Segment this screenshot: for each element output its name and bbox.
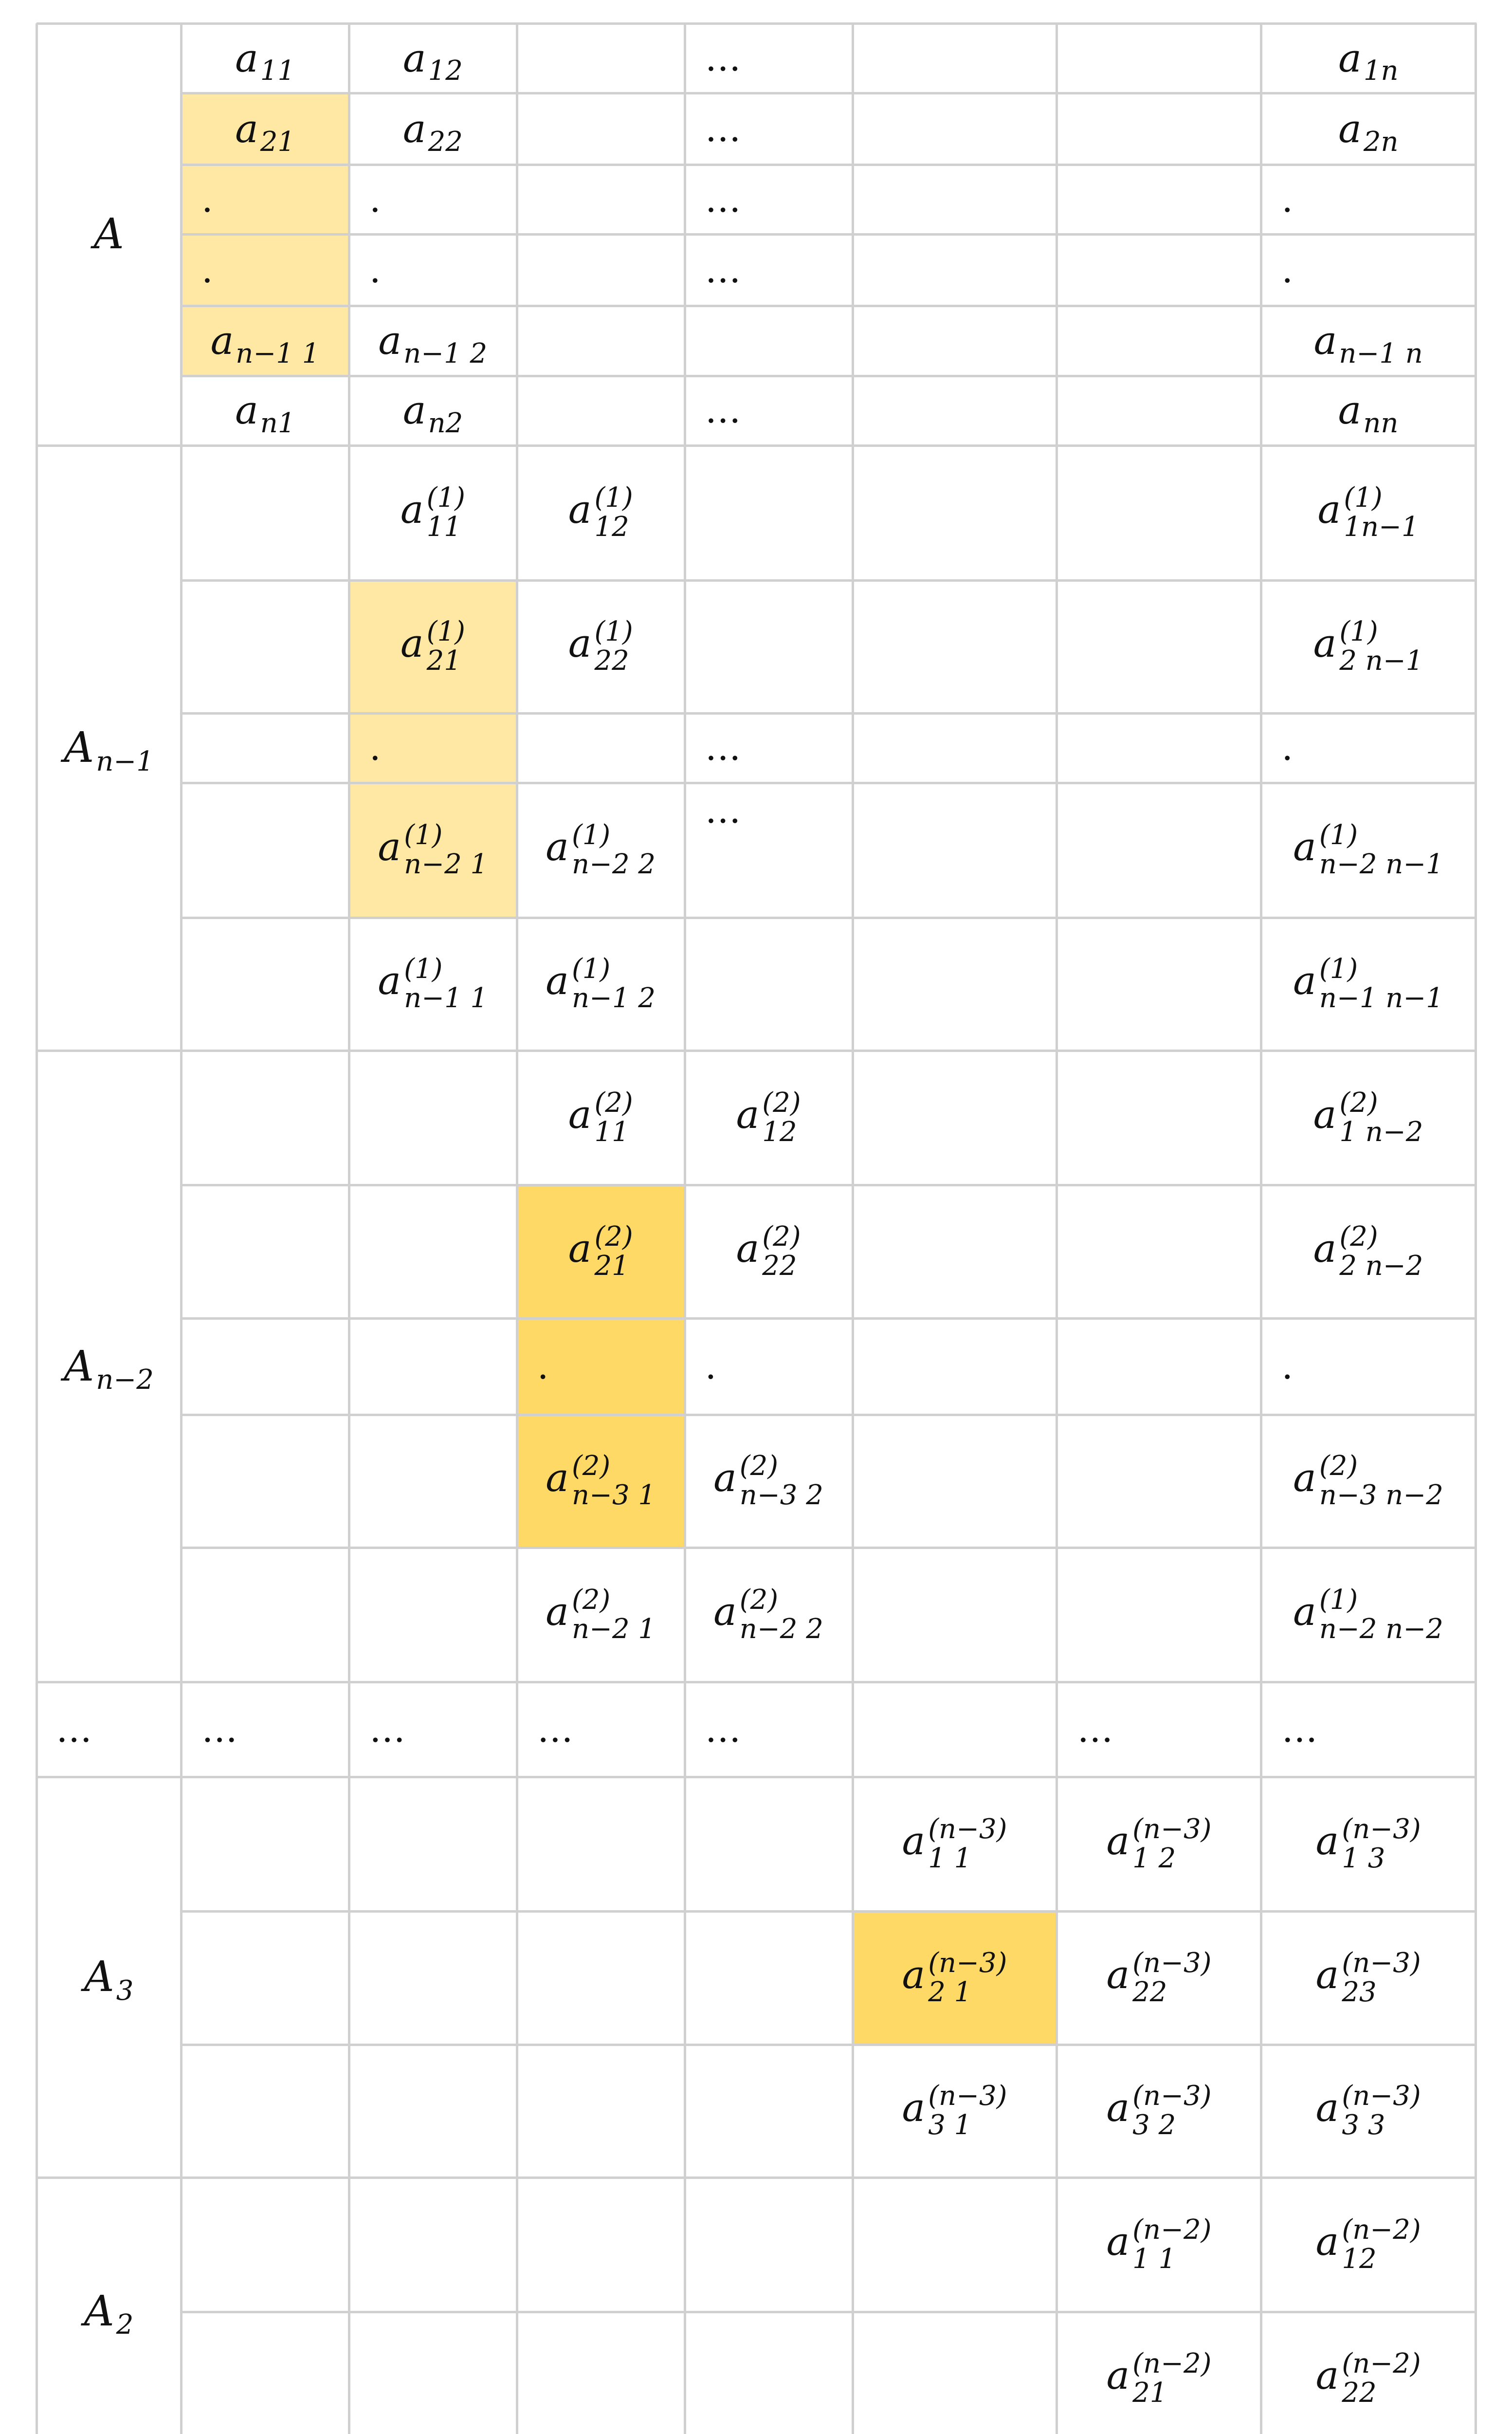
matrix-element: a (n−3) 23 [1315, 1947, 1421, 2008]
matrix-element: an2 [402, 387, 463, 440]
matrix-element: a (2) n−2 2 [713, 1584, 823, 1645]
row-divider [181, 1184, 1476, 1186]
matrix-element: a (1) 21 [400, 616, 465, 677]
dot: . [1281, 1345, 1293, 1387]
row-label: A3 [84, 1953, 134, 2007]
ellipsis: … [369, 1708, 408, 1751]
matrix-element: a2n [1338, 106, 1399, 158]
row-divider [181, 92, 1476, 94]
dot: . [201, 249, 213, 291]
matrix-element: a (1) 2 n−1 [1313, 616, 1423, 677]
matrix-element: a (n−3) 2 1 [902, 1947, 1007, 2008]
column-divider [516, 23, 518, 2434]
ellipsis: … [201, 1708, 241, 1751]
row-divider [181, 1317, 1476, 1320]
column-divider [180, 23, 182, 2434]
column-divider [36, 23, 38, 2434]
matrix-element: a (2) n−3 1 [546, 1450, 656, 1512]
column-divider [1475, 23, 1477, 2434]
row-divider [181, 917, 1476, 919]
column-divider [852, 23, 854, 2434]
dot: . [369, 249, 381, 291]
matrix-element: a (n−2) 12 [1315, 2213, 1421, 2275]
row-divider [181, 579, 1476, 582]
dot: . [1281, 727, 1293, 769]
matrix-element: an−1 2 [378, 317, 488, 369]
ellipsis: … [1281, 1708, 1321, 1751]
ellipsis: … [705, 108, 744, 150]
ellipsis: … [1077, 1708, 1116, 1751]
ellipsis: … [705, 790, 744, 832]
row-divider [181, 1414, 1476, 1416]
matrix-element: a21 [235, 106, 295, 158]
dot: . [201, 178, 213, 221]
matrix-element: a (1) n−2 2 [546, 819, 656, 881]
row-divider [181, 2311, 1476, 2313]
dot: . [1281, 249, 1293, 291]
matrix-element: a (n−3) 3 3 [1315, 2080, 1421, 2141]
matrix-element: a (1) 12 [568, 482, 633, 543]
matrix-element: a (1) n−2 n−2 [1293, 1584, 1443, 1645]
matrix-element: a (2) 1 n−2 [1313, 1087, 1423, 1148]
matrix-element: a (2) 2 n−2 [1313, 1220, 1423, 1282]
ellipsis: … [705, 37, 744, 79]
ellipsis: … [705, 389, 744, 432]
row-divider [181, 375, 1476, 377]
matrix-element: a12 [402, 35, 463, 87]
matrix-element: a (n−2) 21 [1106, 2347, 1212, 2409]
matrix-element: a (2) 11 [568, 1087, 633, 1148]
matrix-element: a (1) 22 [568, 616, 633, 677]
matrix-element: a (2) n−3 2 [713, 1450, 823, 1512]
column-divider [1056, 23, 1058, 2434]
row-divider [181, 712, 1476, 715]
dot: . [369, 178, 381, 221]
matrix-element: a (n−2) 22 [1315, 2347, 1421, 2409]
row-label: A [93, 210, 124, 259]
matrix-element: a (1) n−1 n−1 [1293, 953, 1443, 1014]
matrix-element: a (2) 22 [736, 1220, 801, 1282]
row-divider [181, 233, 1476, 236]
matrix-element: an−1 n [1313, 317, 1423, 369]
matrix-element: a (2) n−2 1 [546, 1584, 656, 1645]
matrix-element: a (n−3) 1 1 [902, 1813, 1007, 1875]
dot: . [369, 727, 381, 769]
matrix-element: a (2) 21 [568, 1220, 633, 1282]
dot: . [1281, 178, 1293, 221]
matrix-element: a (2) 12 [736, 1087, 801, 1148]
row-label-ellipsis: … [56, 1708, 95, 1751]
matrix-element: a11 [235, 35, 295, 87]
row-label: A2 [84, 2286, 134, 2341]
matrix-element: a (1) n−2 1 [378, 819, 488, 881]
matrix-element: a1n [1338, 35, 1399, 87]
row-divider [181, 164, 1476, 166]
matrix-element: a (1) n−2 n−1 [1293, 819, 1443, 881]
matrix-element: a (n−3) 22 [1106, 1947, 1212, 2008]
matrix-element: ann [1338, 387, 1399, 440]
matrix-element: a (n−3) 1 2 [1106, 1813, 1212, 1875]
column-divider [684, 23, 686, 2434]
row-divider [181, 1547, 1476, 1549]
dot: . [705, 1345, 717, 1387]
column-divider [348, 23, 350, 2434]
matrix-element: an1 [235, 387, 295, 440]
row-label: An−1 [64, 723, 154, 778]
ellipsis: … [705, 178, 744, 221]
row-divider [181, 305, 1476, 307]
matrix-element: an−1 1 [210, 317, 320, 369]
row-divider [181, 1910, 1476, 1913]
matrix-element: a (1) 11 [400, 482, 465, 543]
matrix-element: a (n−3) 3 1 [902, 2080, 1007, 2141]
matrix-element: a (2) n−3 n−2 [1293, 1450, 1443, 1512]
matrix-element: a22 [402, 106, 463, 158]
matrix-element: a (n−3) 3 2 [1106, 2080, 1212, 2141]
ellipsis: … [705, 1708, 744, 1751]
row-label: An−2 [64, 1342, 154, 1396]
matrix-element: a (n−2) 1 1 [1106, 2213, 1212, 2275]
ellipsis: … [705, 727, 744, 769]
column-divider [1260, 23, 1262, 2434]
row-divider [181, 2044, 1476, 2046]
ellipsis: … [537, 1708, 576, 1751]
row-divider [181, 782, 1476, 784]
matrix-element: a (1) n−1 2 [546, 953, 656, 1014]
ellipsis: … [705, 249, 744, 291]
matrix-element: a (1) 1n−1 [1317, 482, 1419, 543]
matrix-element: a (n−3) 1 3 [1315, 1813, 1421, 1875]
matrix-element: a (1) n−1 1 [378, 953, 488, 1014]
dot: . [537, 1345, 549, 1387]
